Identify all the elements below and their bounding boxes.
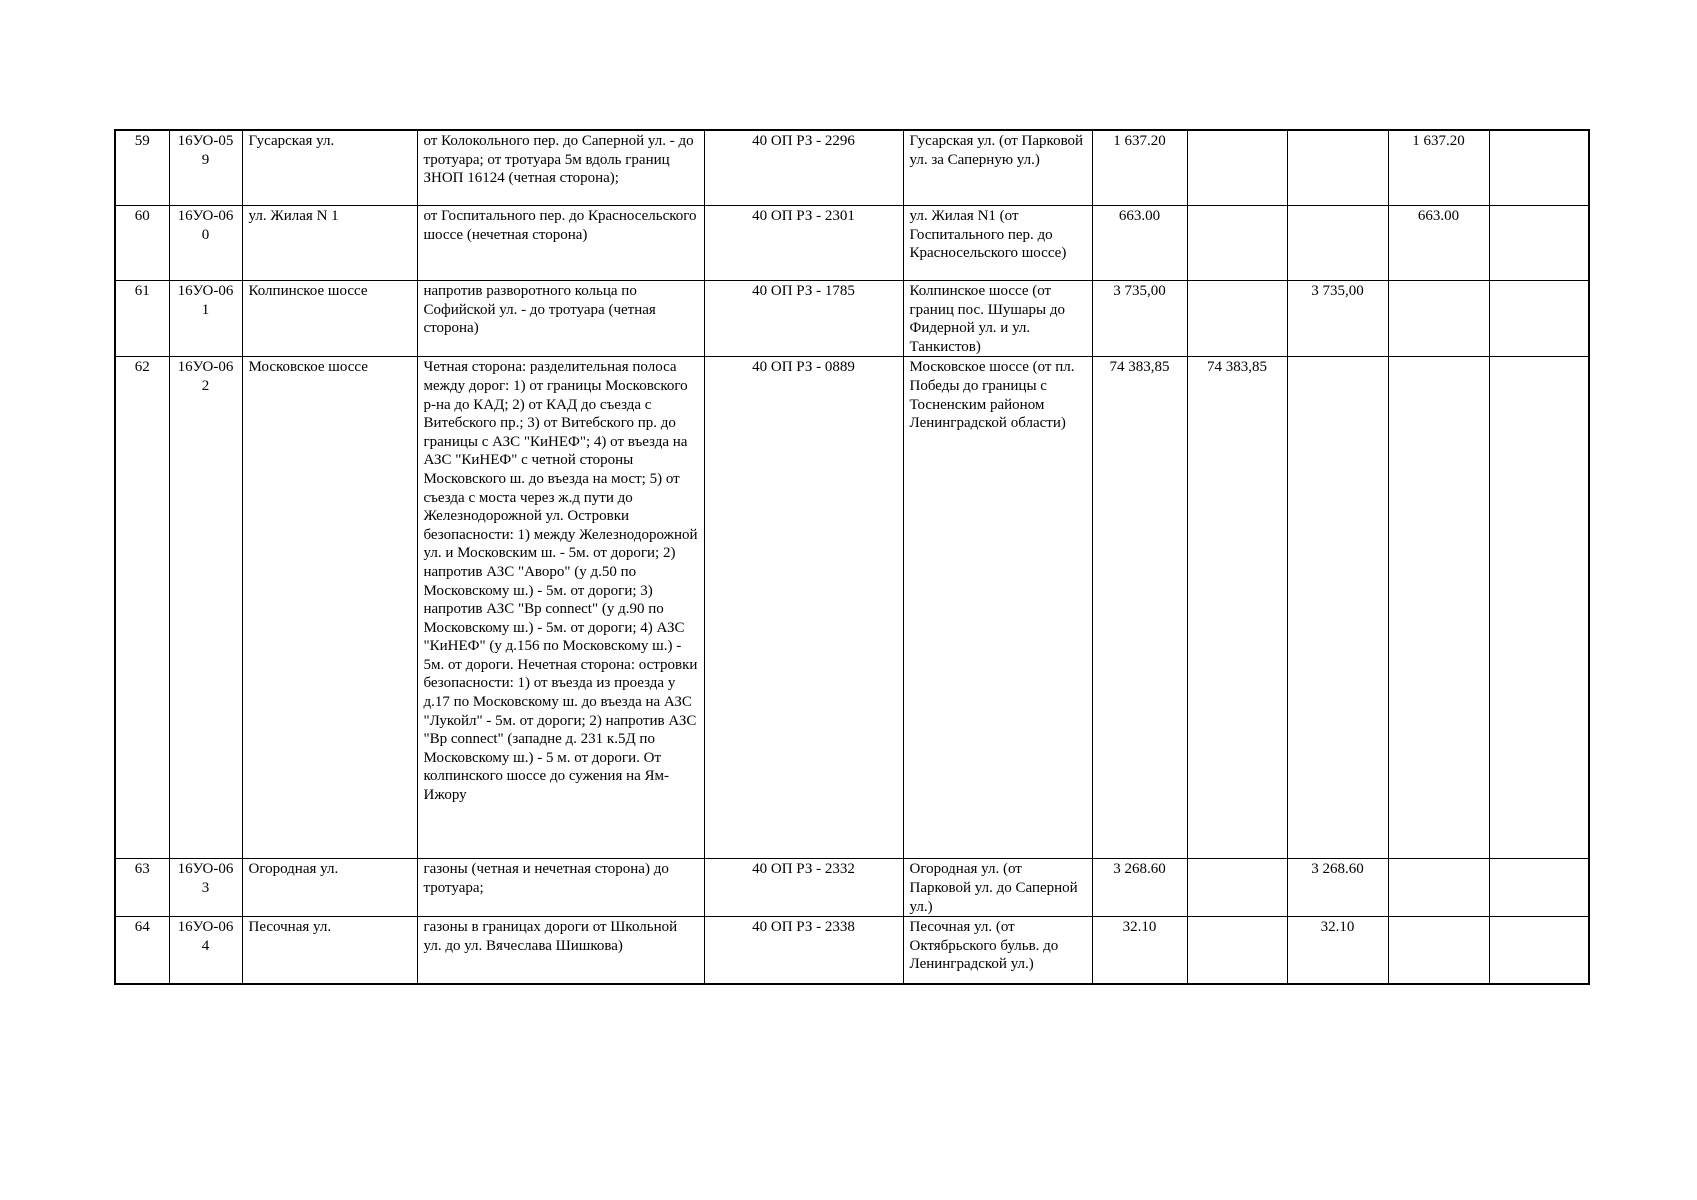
area-col-4 — [1489, 357, 1589, 859]
road-registry-number: 40 ОП РЗ - 2301 — [704, 206, 903, 281]
row-number: 64 — [115, 917, 169, 985]
street-name: Московское шоссе — [242, 357, 417, 859]
road-registry-number: 40 ОП РЗ - 2332 — [704, 859, 903, 917]
location-description: газоны в границах дороги от Школьной ул. до ул. Вячеслава Шишкова) — [417, 917, 704, 985]
road-description: Московское шоссе (от пл. Победы до границы с Тосненским районом Ленинградской области) — [903, 357, 1092, 859]
area-col-4 — [1489, 281, 1589, 357]
table-row — [115, 917, 1589, 985]
road-registry-number: 40 ОП РЗ - 0889 — [704, 357, 903, 859]
table-row — [115, 357, 1589, 859]
row-number: 59 — [115, 130, 169, 206]
area-col-3 — [1388, 357, 1489, 859]
area-col-1 — [1187, 917, 1287, 985]
area-col-3 — [1388, 281, 1489, 357]
area-col-2: 3 735,00 — [1287, 281, 1388, 357]
object-code: 16УО-062 — [169, 357, 242, 859]
area-col-1 — [1187, 281, 1287, 357]
table-body — [115, 130, 1589, 984]
total-area: 3 268.60 — [1092, 859, 1187, 917]
area-col-4 — [1489, 917, 1589, 985]
area-col-3: 1 637.20 — [1388, 130, 1489, 206]
object-code: 16УО-063 — [169, 859, 242, 917]
object-code: 16УО-059 — [169, 130, 242, 206]
road-description: Гусарская ул. (от Парковой ул. за Саперную ул.) — [903, 130, 1092, 206]
area-col-3 — [1388, 917, 1489, 985]
area-col-2 — [1287, 130, 1388, 206]
area-col-2: 32.10 — [1287, 917, 1388, 985]
street-name: Песочная ул. — [242, 917, 417, 985]
location-description: Четная сторона: разделительная полоса между дорог: 1) от границы Московского р-на до КАД; 2) от КАД до съезда с Витебского пр.; 3) от Витебского пр. до границы с АЗС "КиНЕФ"; 4) от въезда на АЗС "КиНЕФ" с четной стороны Московского ш. до въезда на мост; 5) от съезда с моста через ж.д пути до Железнодорожной ул. Островки безопасности: 1) между Железнодорожной ул. и Московским ш. - 5м. от дороги; 2) напротив АЗС "Аворо" (у д.50 по Московскому ш.) - 5м. от дороги; 3) напротив АЗС "Вр connect" (у д.90 по Московскому ш.) - 5м. от дороги; 4) АЗС "КиНЕФ" (у д.156 по Московскому ш.) - 5м. от дороги. Нечетная сторона: островки безопасности: 1) от въезда из проезда у д.17 по Московскому ш. до въезда на АЗС "Лукойл" - 5м. от дороги; 2) напротив АЗС "Вр connect" (западне д. 231 к.5Д по Московскому ш.) - 5 м. от дороги. От колпинского шоссе до сужения на Ям-Ижору — [417, 357, 704, 859]
row-number: 60 — [115, 206, 169, 281]
area-col-4 — [1489, 130, 1589, 206]
location-description: напротив разворотного кольца по Софийской ул. - до тротуара (четная сторона) — [417, 281, 704, 357]
street-name: Колпинское шоссе — [242, 281, 417, 357]
object-code: 16УО-064 — [169, 917, 242, 985]
total-area: 1 637.20 — [1092, 130, 1187, 206]
area-col-3 — [1388, 859, 1489, 917]
location-description: от Колокольного пер. до Саперной ул. - до тротуара; от тротуара 5м вдоль границ ЗНОП 16124 (четная сторона); — [417, 130, 704, 206]
road-description: Колпинское шоссе (от границ пос. Шушары до Фидерной ул. и ул. Танкистов) — [903, 281, 1092, 357]
street-name: Огородная ул. — [242, 859, 417, 917]
row-number: 62 — [115, 357, 169, 859]
table-row — [115, 206, 1589, 281]
total-area: 3 735,00 — [1092, 281, 1187, 357]
road-description: Песочная ул. (от Октябрьского бульв. до Ленинградской ул.) — [903, 917, 1092, 985]
total-area: 74 383,85 — [1092, 357, 1187, 859]
table-row — [115, 130, 1589, 206]
area-col-2 — [1287, 206, 1388, 281]
street-name: ул. Жилая N 1 — [242, 206, 417, 281]
total-area: 663.00 — [1092, 206, 1187, 281]
road-description: Огородная ул. (от Парковой ул. до Саперной ул.) — [903, 859, 1092, 917]
roads-table — [114, 129, 1590, 985]
area-col-1 — [1187, 130, 1287, 206]
total-area: 32.10 — [1092, 917, 1187, 985]
table-row — [115, 859, 1589, 917]
row-number: 63 — [115, 859, 169, 917]
area-col-1: 74 383,85 — [1187, 357, 1287, 859]
location-description: газоны (четная и нечетная сторона) до тротуара; — [417, 859, 704, 917]
area-col-2 — [1287, 357, 1388, 859]
location-description: от Госпитального пер. до Красносельского шоссе (нечетная сторона) — [417, 206, 704, 281]
road-registry-number: 40 ОП РЗ - 2296 — [704, 130, 903, 206]
area-col-2: 3 268.60 — [1287, 859, 1388, 917]
area-col-4 — [1489, 859, 1589, 917]
road-registry-number: 40 ОП РЗ - 1785 — [704, 281, 903, 357]
road-description: ул. Жилая N1 (от Госпитального пер. до Красносельского шоссе) — [903, 206, 1092, 281]
road-registry-number: 40 ОП РЗ - 2338 — [704, 917, 903, 985]
area-col-3: 663.00 — [1388, 206, 1489, 281]
street-name: Гусарская ул. — [242, 130, 417, 206]
object-code: 16УО-061 — [169, 281, 242, 357]
row-number: 61 — [115, 281, 169, 357]
area-col-1 — [1187, 206, 1287, 281]
table-row — [115, 281, 1589, 357]
area-col-1 — [1187, 859, 1287, 917]
area-col-4 — [1489, 206, 1589, 281]
object-code: 16УО-060 — [169, 206, 242, 281]
